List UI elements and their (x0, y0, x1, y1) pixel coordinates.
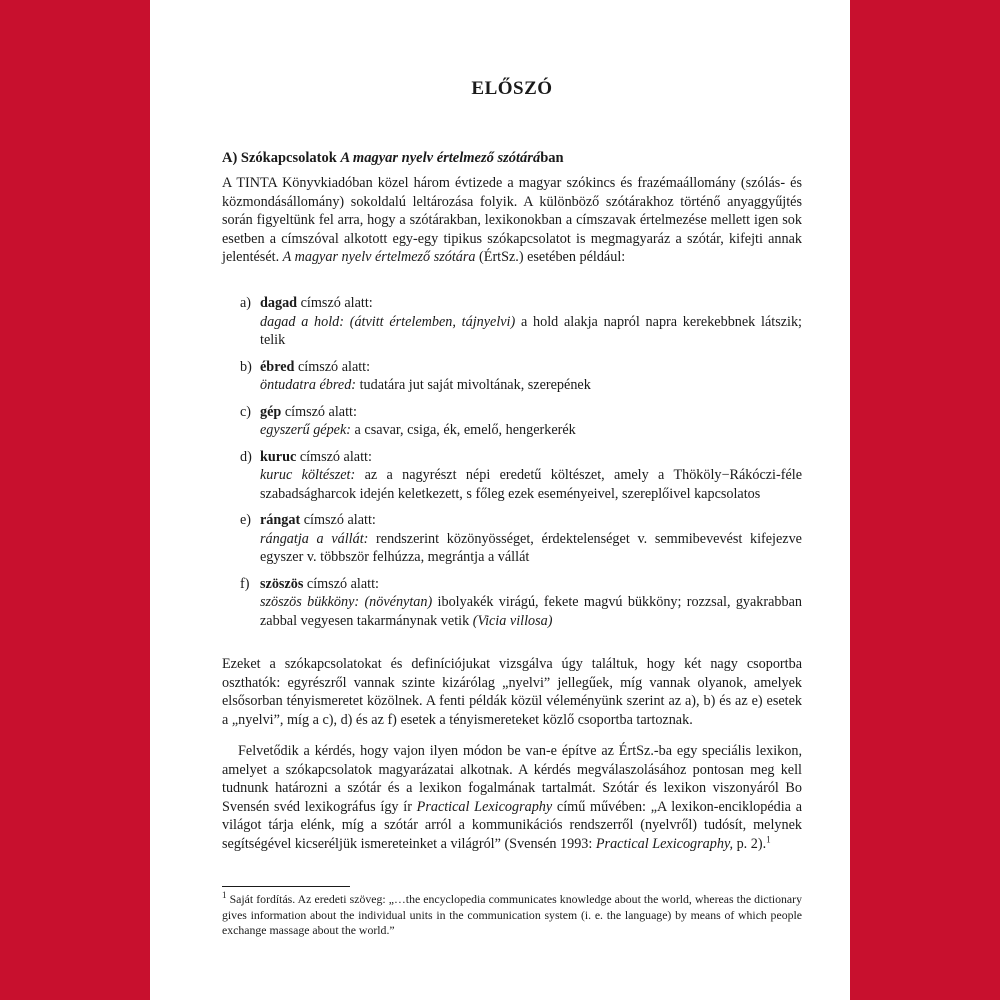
example-latin-name: (Vicia villosa) (472, 612, 553, 629)
footnote-divider (222, 886, 350, 887)
example-headword-suffix: címszó alatt: (297, 295, 373, 311)
book-page (150, 0, 850, 1000)
example-definition: a csavar, csiga, ék, emelő, hengerkerék (351, 422, 576, 438)
example-letter: b) (240, 358, 252, 375)
example-phrase: kuruc költészet: (260, 467, 356, 483)
intro-paragraph (222, 174, 802, 267)
example-headword-suffix: címszó alatt: (300, 512, 376, 528)
example-item (240, 511, 802, 567)
intro-tail: (ÉrtSz.) esetében például: (475, 249, 626, 265)
section-heading (222, 149, 564, 168)
intro-italic-title: A magyar nyelv értelmező szótára (282, 249, 476, 265)
page-title: ELŐSZÓ (471, 78, 553, 99)
example-headword: rángat (260, 512, 301, 528)
example-item (240, 358, 802, 395)
example-headword: szöszös (260, 575, 304, 592)
example-letter: a) (240, 295, 252, 311)
example-item (240, 575, 802, 631)
analysis-paragraph: Ezeket a szókapcsolatokat és definíciójukat vizsgálva úgy találtuk, hogy két nagy csoportba oszthatók: egyrészről vannak szinte kizárólag „nyelvi” jellegűek, míg vannak olyanok, amelyek elsősorban tényismeretet közölnek. A fenti példák közül véleményünk szerint az a), b) és az e) esetek a „nyelvi”, míg a c), d) és az f) esetek a tényismereteket közlő csoportba tartoznak. (222, 656, 802, 728)
example-definition: az a nagyrészt népi eredetű költészet, amely a Thököly−Rákóczi-féle szabadságharcok idején keletkezett, s főleg ezek eseményeivel, szereplőivel kapcsolatos (260, 467, 802, 502)
example-item (240, 403, 802, 440)
example-headword: ébred (260, 358, 295, 375)
svensen-text-2: című művében: „A lexikon-enciklopédia a világot tárja elénk, míg a szótár arról a kommunikációs rendszerről (nyelvről) tudósít, melynek segítségével kicseréljük ismereteinket a világról” (Svensén 1993: (222, 798, 802, 852)
example-phrase: egyszerű gépek: (260, 422, 351, 438)
example-headword-suffix: címszó alatt: (296, 448, 372, 465)
example-item (240, 448, 802, 504)
example-letter: e) (240, 512, 252, 528)
section-heading-italic: A magyar nyelv értelmező szótárá (340, 150, 541, 166)
example-headword: kuruc (260, 448, 297, 465)
svensen-book-title: Practical Lexicography (416, 798, 553, 815)
example-list (240, 294, 802, 638)
footnote (222, 892, 802, 939)
footnote-mark: 1 (222, 890, 227, 901)
footnote-text: Saját fordítás. Az eredeti szöveg: „…the encyclopedia communicates knowledge about the world, whereas the dictionary gives information about the individual units in the communication system (i. e. the language) by means of which people exchange massage about the world.” (222, 892, 802, 937)
intro-text: A TINTA Könyvkiadóban közel három évtizede a magyar szókincs és frazémaállomány (szólás- és közmondásállomány) sokoldalú leltározása folyik. A különböző szótárakhoz történő anyaggyűjtés során figyeltünk fel arra, hogy a szótárakban, lexikonokban a címszavak értelmezése mellett igen sok esetben a címszóval alkotott egy-egy tipikus szókapcsolatot is megmagyaráz a szótár, kifejti annak jelentését. (222, 175, 802, 265)
example-definition: a hold alakja napról napra kerekebbnek látszik; telik (260, 313, 802, 348)
example-headword-suffix: címszó alatt: (294, 358, 371, 375)
example-headword-suffix: címszó alatt: (303, 575, 380, 592)
section-heading-suffix: ban (540, 150, 564, 166)
example-headword-suffix: címszó alatt: (281, 403, 357, 420)
section-heading-prefix: A) Szókapcsolatok (222, 150, 341, 166)
svensen-citation-title: Practical Lexicography, (595, 835, 734, 852)
svensen-paragraph (222, 742, 802, 853)
example-phrase: öntudatra ébred: (260, 377, 357, 393)
example-item (240, 294, 802, 350)
example-letter: d) (240, 448, 252, 465)
example-phrase: dagad a hold: (átvitt értelemben, tájnyelvi) (260, 313, 516, 330)
example-headword: dagad (260, 295, 298, 311)
example-phrase: rángatja a vállát: (260, 530, 369, 547)
example-headword: gép (260, 403, 282, 420)
example-letter: c) (240, 403, 252, 420)
example-phrase: szöszös bükköny: (növénytan) (260, 594, 433, 610)
footnote-reference[interactable]: 1 (766, 833, 771, 844)
svensen-text-1: Felvetődik a kérdés, hogy vajon ilyen módon be van-e építve az ÉrtSz.-ba egy speciális lexikon, amelyet a szókapcsolatok magyarázatai alkotnak. A kérdés megválaszolásához pontosan meg kell tudnunk határozni a szótár és a lexikon fogalmának tartalmát. Szótár és lexikon viszonyáról Bo Svensén svéd lexikográfus így ír (222, 743, 802, 815)
example-definition: tudatára jut saját mivoltának, szerepének (356, 377, 591, 393)
example-definition: rendszerint közönyösséget, érdektelenséget v. semmibevevést kifejezve egyszer v. többször felhúzza, megrántja a vállát (260, 530, 802, 565)
example-letter: f) (240, 575, 250, 592)
example-definition: ibolyakék virágú, fekete magvú bükköny; rozzsal, gyakrabban zabbal vegyesen takarmánynak vetik (260, 594, 802, 629)
svensen-text-3: p. 2). (733, 835, 767, 852)
